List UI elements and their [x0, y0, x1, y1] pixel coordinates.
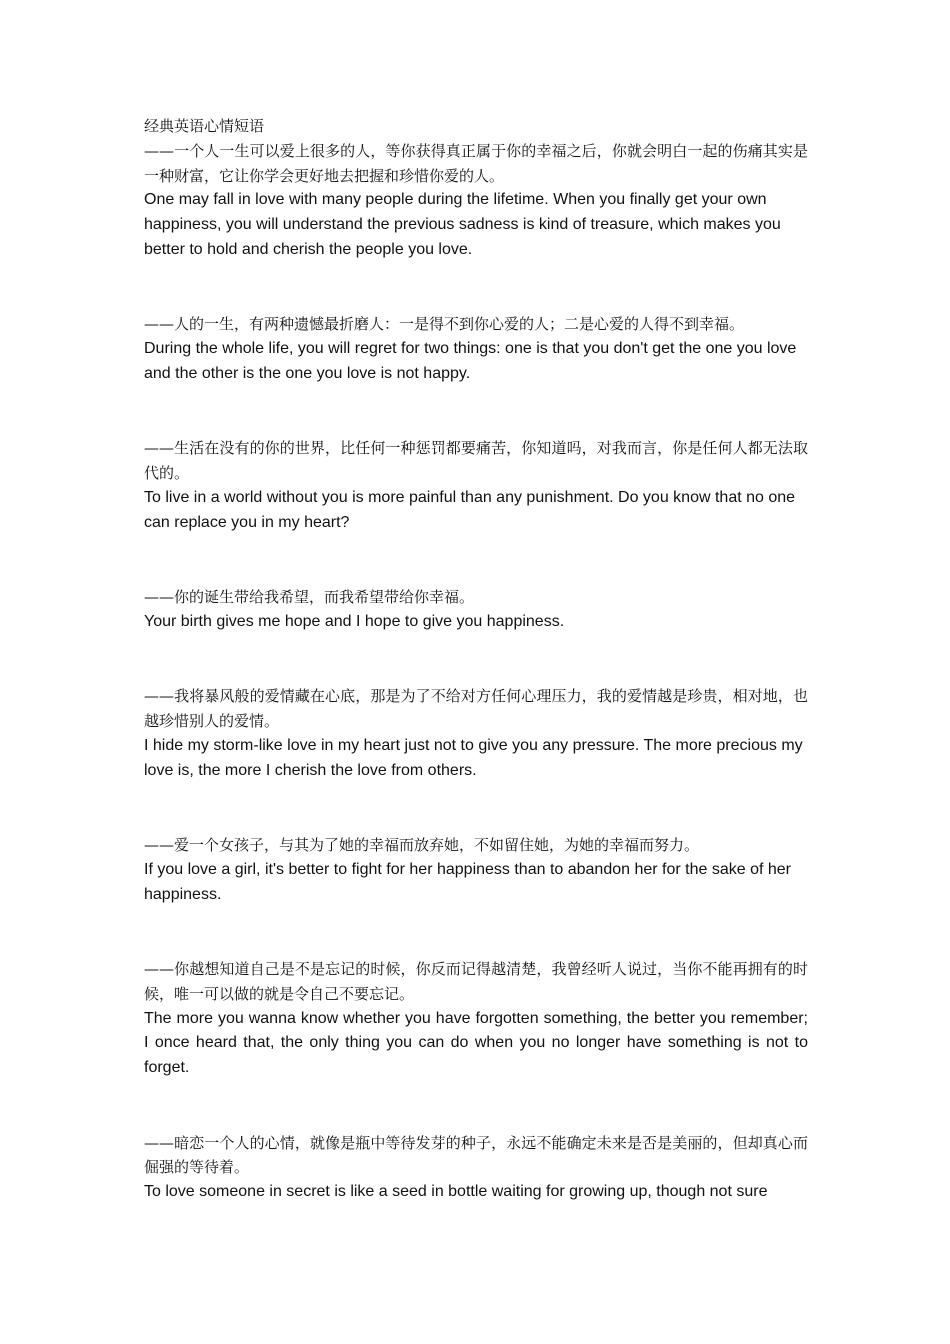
quote-english: I hide my storm-like love in my heart just not to give you any pressure. The more precious my love is, the more I cherish the love from others. — [144, 736, 803, 779]
quote-english: To love someone in secret is like a seed in bottle waiting for growing up, though not sure — [144, 1183, 768, 1201]
quote-entry-8 — [144, 1131, 808, 1205]
quote-chinese: ——暗恋一个人的心情，就像是瓶中等待发芽的种子，永远不能确定未来是否是美丽的，但却真心而倔强的等待着。 — [144, 1133, 808, 1177]
quote-chinese: ——爱一个女孩子，与其为了她的幸福而放弃她，不如留住她，为她的幸福而努力。 — [144, 836, 700, 855]
quote-entry-7 — [144, 957, 808, 1081]
quote-english: During the whole life, you will regret for two things: one is that you don't get the one you love and the other is the one you love is not happy. — [144, 340, 797, 382]
quote-english: If you love a girl, it's better to fight for her happiness than to abandon her for the sake of her happiness. — [144, 860, 791, 903]
quote-entry-5 — [144, 684, 808, 783]
document-title: 经典英语心情短语 — [144, 117, 265, 135]
quote-entry-4 — [144, 585, 808, 635]
quote-english: One may fall in love with many people during the lifetime. When you finally get your own happiness, you will understand the previous sadness is kind of treasure, which makes you better to hold and cherish the people you love. — [144, 191, 781, 258]
quote-chinese: ——我将暴风般的爱情藏在心底，那是为了不给对方任何心理压力，我的爱情越是珍贵，相对地，也越珍惜别人的爱情。 — [144, 687, 808, 731]
quote-entry-1 — [144, 139, 808, 263]
quote-entry-3 — [144, 436, 808, 535]
quote-chinese: ——一个人一生可以爱上很多的人，等你获得真正属于你的幸福之后，你就会明白一起的伤痛其实是一种财富，它让你学会更好地去把握和珍惜你爱的人。 — [144, 141, 808, 185]
quote-chinese: ——生活在没有的你的世界，比任何一种惩罚都要痛苦，你知道吗，对我而言，你是任何人都无法取代的。 — [144, 439, 808, 483]
quote-entry-2 — [144, 312, 808, 386]
quote-english: The more you wanna know whether you have forgotten something, the better you remember; I once heard that, the only thing you can do when you no longer have something is not to forget. — [144, 1009, 808, 1077]
document-page — [144, 114, 808, 1205]
quote-entry-6 — [144, 833, 808, 907]
quote-english: Your birth gives me hope and I hope to give you happiness. — [144, 612, 565, 630]
quote-english: To live in a world without you is more painful than any punishment. Do you know that no one can replace you in my heart? — [144, 488, 796, 531]
quote-chinese: ——人的一生，有两种遗憾最折磨人：一是得不到你心爱的人；二是心爱的人得不到幸福。 — [144, 315, 745, 334]
quote-chinese: ——你的诞生带给我希望，而我希望带给你幸福。 — [144, 588, 475, 607]
quote-chinese: ——你越想知道自己是不是忘记的时候，你反而记得越清楚，我曾经听人说过，当你不能再拥有的时候，唯一可以做的就是令自己不要忘记。 — [144, 960, 808, 1003]
